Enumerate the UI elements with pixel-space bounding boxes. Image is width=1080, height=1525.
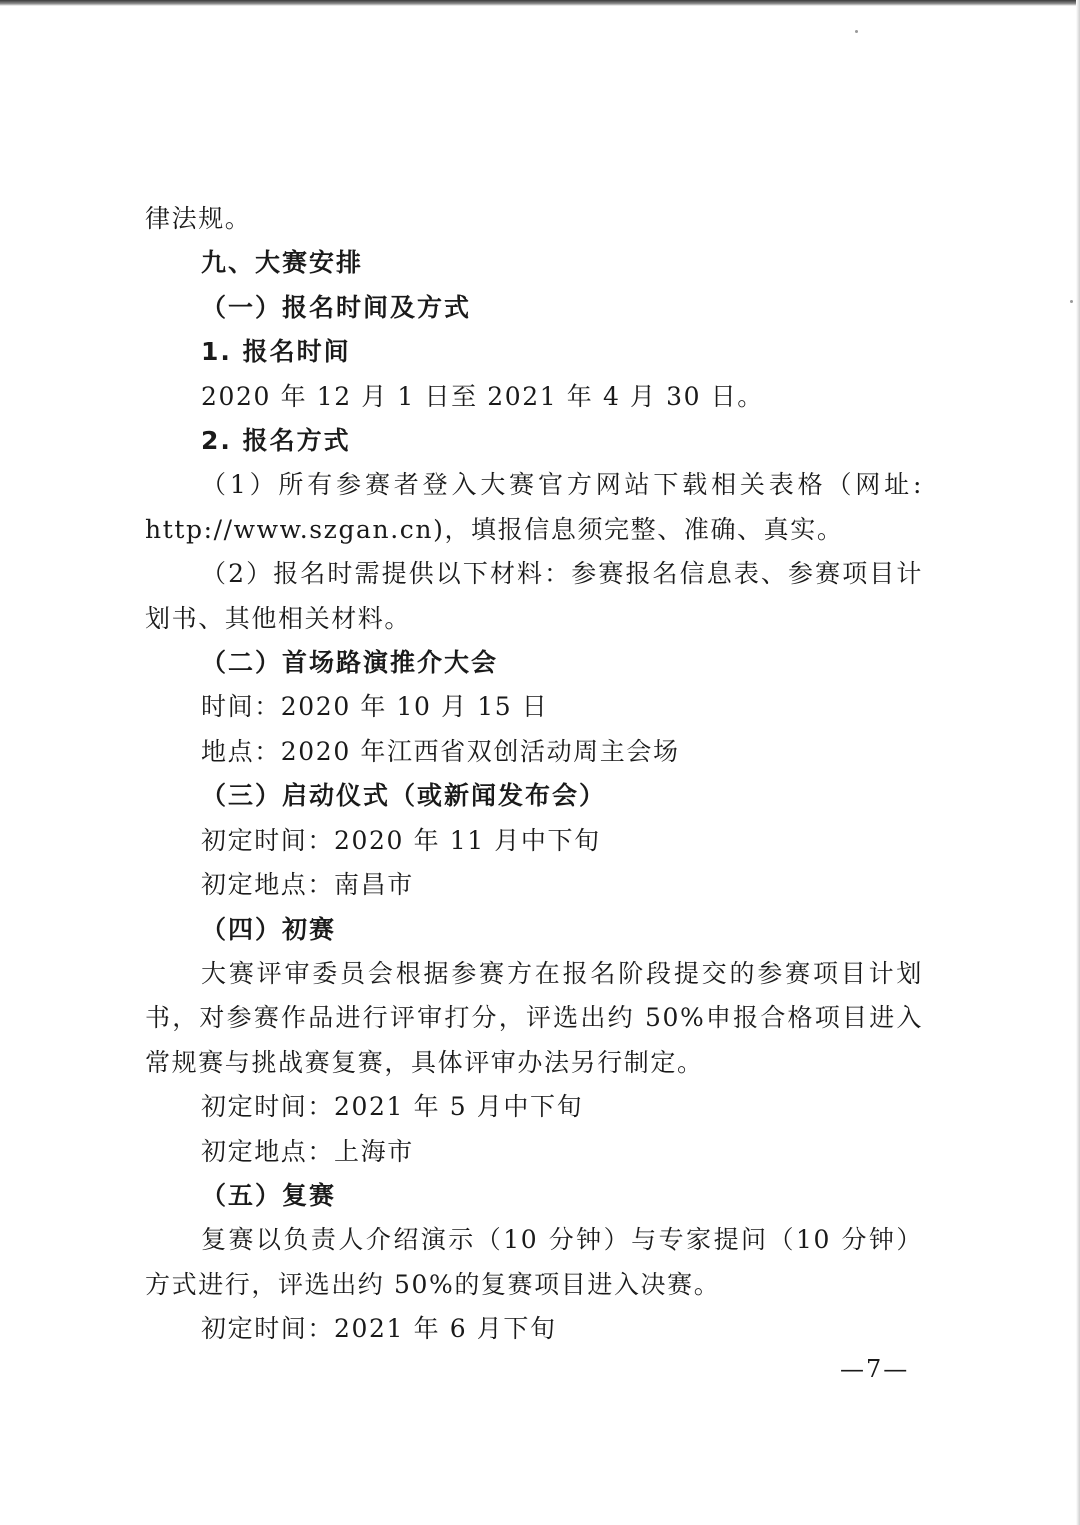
section-heading: 九、大赛安排 xyxy=(201,248,364,278)
subsection-heading: （一）报名时间及方式 xyxy=(201,292,472,322)
paragraph: （1）所有参赛者登入大赛官方网站下载相关表格（网址: http://www.szgan.cn)，填报信息须完整、准确、真实。 xyxy=(145,470,923,544)
scan-edge-right xyxy=(1076,0,1080,1525)
scan-speck xyxy=(1070,300,1073,303)
text-line: 地点：2020 年江西省双创活动周主会场 xyxy=(201,736,680,766)
subsection-heading: （三）启动仪式（或新闻发布会） xyxy=(201,781,607,811)
scan-speck xyxy=(855,30,858,33)
text-line: 初定地点：南昌市 xyxy=(201,870,414,900)
text-line: 初定时间：2020 年 11 月中下旬 xyxy=(201,825,601,855)
page-number: —7— xyxy=(840,1355,910,1383)
subsection-heading: （五）复赛 xyxy=(201,1180,337,1210)
paragraph: （2）报名时需提供以下材料：参赛报名信息表、参赛项目计划书、其他相关材料。 xyxy=(145,559,923,633)
paragraph: 大赛评审委员会根据参赛方在报名阶段提交的参赛项目计划书，对参赛作品进行评审打分，评选出约 50%申报合格项目进入常规赛与挑战赛复赛，具体评审办法另行制定。 xyxy=(145,958,923,1077)
document-body xyxy=(145,197,923,1352)
text-line: 2020 年 12 月 1 日至 2021 年 4 月 30 日。 xyxy=(201,381,764,411)
scan-edge-top xyxy=(0,0,1080,6)
subsection-heading: （四）初赛 xyxy=(201,914,337,944)
text-line: 律法规。 xyxy=(145,204,252,233)
text-line: 初定时间：2021 年 5 月中下旬 xyxy=(201,1092,584,1122)
item-heading: 1. 报名时间 xyxy=(201,337,351,367)
subsection-heading: （二）首场路演推介大会 xyxy=(201,648,499,678)
paragraph: 复赛以负责人介绍演示（10 分钟）与专家提问（10 分钟）方式进行，评选出约 50%的复赛项目进入决赛。 xyxy=(145,1225,923,1299)
text-line: 初定时间：2021 年 6 月下旬 xyxy=(201,1314,557,1344)
item-heading: 2. 报名方式 xyxy=(201,426,351,456)
text-line: 初定地点：上海市 xyxy=(201,1136,414,1166)
text-line: 时间：2020 年 10 月 15 日 xyxy=(201,692,549,722)
